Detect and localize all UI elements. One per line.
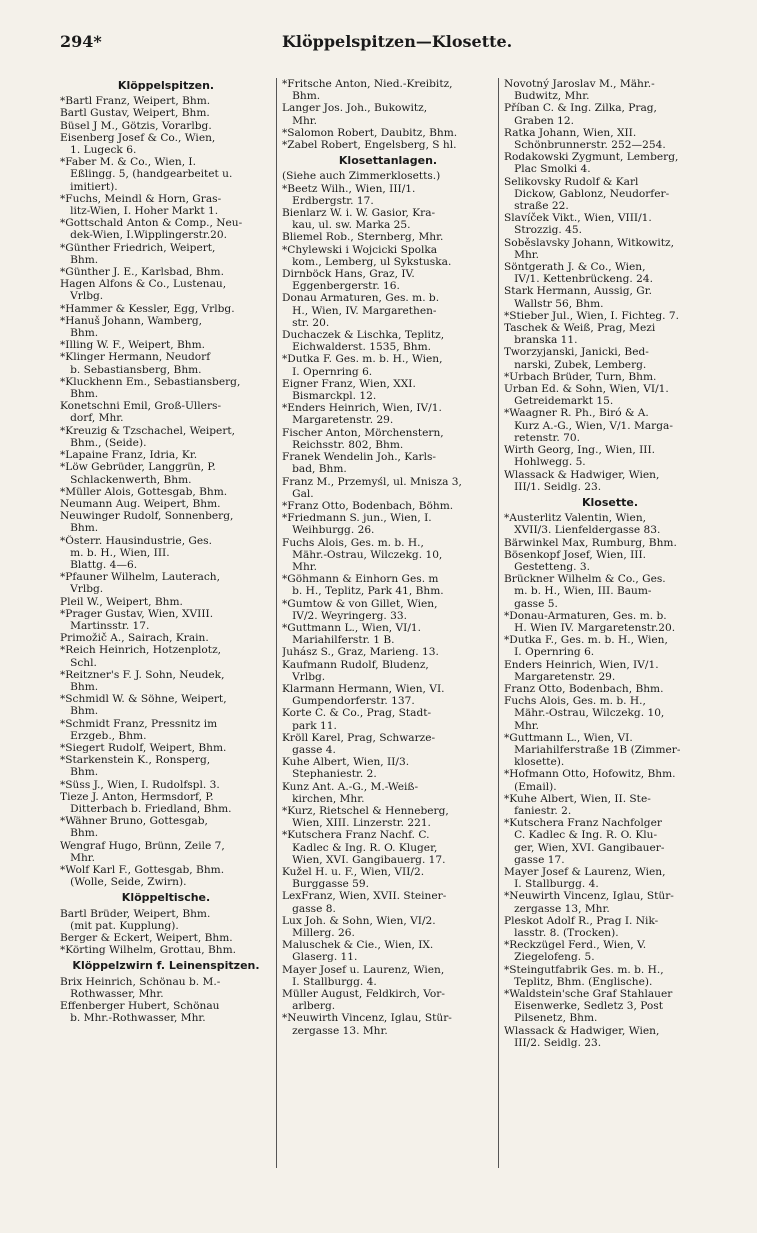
directory-entry-line: bad, Bhm. <box>282 463 347 476</box>
directory-entry-line: Bhm. <box>60 253 99 266</box>
directory-entry-line: Kadlec & Ing. R. O. Kluger, <box>282 841 438 854</box>
directory-entry-line: Martinsstr. 17. <box>60 619 150 632</box>
directory-entry-line: Lux Joh. & Sohn, Wien, VI/2. <box>282 914 436 927</box>
directory-columns <box>60 78 730 1223</box>
directory-entry-line: Bartl Gustav, Weipert, Bhm. <box>60 107 210 120</box>
directory-entry-line: Rodakowski Zygmunt, Lemberg, <box>504 151 679 164</box>
page-title: Klöppelspitzen—Klosette. <box>282 32 513 51</box>
directory-entry-line: Bliemel Rob., Sternberg, Mhr. <box>282 231 444 244</box>
directory-entry-line: Mähr.-Ostrau, Wilczekg. 10, <box>282 548 443 561</box>
directory-entry-line: *Lapaine Franz, Idria, Kr. <box>60 449 198 462</box>
directory-entry-line: *Reckzügel Ferd., Wien, V. <box>504 939 647 952</box>
directory-entry-line: Kužel H. u. F., Wien, VII/2. <box>282 866 425 878</box>
directory-entry-line: *Gumtow & von Gillet, Wien, <box>282 597 438 610</box>
directory-entry-line: Schl. <box>60 656 97 669</box>
directory-entry-line: *Kluckhenn Em., Sebastiansberg, <box>60 375 241 388</box>
directory-entry-line: *Günther Friedrich, Weipert, <box>60 241 216 254</box>
directory-entry-line: *Steingutfabrik Ges. m. b. H., <box>504 963 664 976</box>
directory-entry-line: (mit pat. Kupplung). <box>60 919 179 932</box>
directory-entry-line: kom., Lemberg, ul Sykstuska. <box>282 255 452 268</box>
directory-entry-line: Korte C. & Co., Prag, Stadt- <box>282 707 432 720</box>
directory-entry-line: Kuhe Albert, Wien, II/3. <box>282 756 410 769</box>
directory-entry-line: Bhm. <box>282 90 321 103</box>
directory-entry-line: *Hanuš Johann, Wamberg, <box>60 314 203 327</box>
directory-entry-line: Pleskot Adolf R., Prag I. Nik- <box>504 914 659 927</box>
entry-list <box>504 78 716 493</box>
directory-entry-line: Dirnböck Hans, Graz, IV. <box>282 268 415 281</box>
directory-entry-line: Bösenkopf Josef, Wien, III. <box>504 548 647 561</box>
directory-entry-line: Novotný Jaroslav M., Mähr.- <box>504 78 655 90</box>
directory-entry-line: Enders Heinrich, Wien, IV/1. <box>504 658 659 671</box>
directory-entry-line: Příban C. & Ing. Zilka, Prag, <box>504 102 657 115</box>
directory-entry-line: Tworzyjanski, Janicki, Bed- <box>504 346 649 359</box>
directory-entry-line: *Wolf Karl F., Gottesgab, Bhm. <box>60 864 225 876</box>
directory-entry-line: Vrlbg. <box>282 670 326 683</box>
directory-entry-line: *Urbach Brüder, Turn, Bhm. <box>504 370 657 383</box>
directory-entry-line: Wirth Georg, Ing., Wien, III. <box>504 444 656 457</box>
directory-entry-line: Gestetteng. 3. <box>504 560 591 573</box>
directory-entry-line: Erzgeb., Bhm. <box>60 729 147 742</box>
directory-entry-line: *Hofmann Otto, Hofowitz, Bhm. <box>504 768 676 781</box>
directory-entry-line: Stephaniestr. 2. <box>282 768 377 781</box>
directory-entry-line: Mayer Josef & Laurenz, Wien, <box>504 866 666 878</box>
entry-list <box>60 95 272 888</box>
entry-list <box>282 78 494 151</box>
directory-entry-line: Kröll Karel, Prag, Schwarze- <box>282 731 436 744</box>
directory-entry-line: Schlackenwerth, Bhm. <box>60 473 192 486</box>
directory-entry-line: Vrlbg. <box>60 290 104 303</box>
directory-entry-line: gasse 17. <box>504 853 565 866</box>
directory-entry-line: *Kreuzig & Tzschachel, Weipert, <box>60 424 236 437</box>
directory-entry-line: retenstr. 70. <box>504 431 580 444</box>
directory-entry-line: faniestr. 2. <box>504 804 572 817</box>
directory-entry-line: *Siegert Rudolf, Weipert, Bhm. <box>60 741 227 754</box>
directory-entry-line: Bartl Brüder, Weipert, Bhm. <box>60 907 211 920</box>
directory-entry-line: Schönbrunnerstr. 252—254. <box>504 139 666 152</box>
directory-entry-line: Dickow, Gablonz, Neudorfer- <box>504 187 670 200</box>
directory-entry-line: C. Kadlec & Ing. R. O. Klu- <box>504 829 658 842</box>
directory-entry-line: Ditterbach b. Friedland, Bhm. <box>60 802 232 815</box>
directory-entry-line: *Dutka F., Ges. m. b. H., Wien, <box>504 634 668 647</box>
directory-entry-line: Glaserg. 11. <box>282 951 358 964</box>
directory-entry-line: I. Stallburgg. 4. <box>282 975 377 988</box>
directory-entry-line: Bärwinkel Max, Rumburg, Bhm. <box>504 536 677 549</box>
directory-entry-line: (Siehe auch Zimmerklosetts.) <box>282 170 441 183</box>
directory-entry-line: gasse 8. <box>282 902 336 915</box>
directory-entry-line: Primožič A., Sairach, Krain. <box>60 632 209 645</box>
directory-entry-line: zergasse 13, Mhr. <box>504 902 610 915</box>
directory-entry-line: Bhm., (Seide). <box>60 436 147 449</box>
directory-entry-line: *Faber M. & Co., Wien, I. <box>60 156 196 169</box>
directory-entry-line: Bhm. <box>60 766 99 779</box>
directory-entry-line: Slavíček Vikt., Wien, VIII/1. <box>504 212 652 225</box>
directory-entry-line: Rothwasser, Mhr. <box>60 987 164 1000</box>
directory-entry-line: XVII/3. Lienfeldergasse 83. <box>504 524 661 537</box>
directory-entry-line: *Wähner Bruno, Gottesgab, <box>60 815 208 828</box>
directory-entry-line: *Reich Heinrich, Hotzenplotz, <box>60 644 222 657</box>
directory-entry-line: Mariahilferstraße 1B (Zimmer- <box>504 743 681 756</box>
directory-entry-line: Tieze J. Anton, Hermsdorf, P. <box>60 790 214 803</box>
directory-entry-line: Millerg. 26. <box>282 927 355 940</box>
directory-entry-line: *Hammer & Kessler, Egg, Vrlbg. <box>60 302 235 315</box>
directory-entry-line: Bhm. <box>60 827 99 840</box>
directory-entry-line: Neuwinger Rudolf, Sonnenberg, <box>60 510 234 523</box>
directory-entry-line: Bhm. <box>60 327 99 340</box>
directory-entry-line: Eisenberg Josef & Co., Wien, <box>60 131 216 144</box>
directory-entry-line: *Bartl Franz, Weipert, Bhm. <box>60 95 211 108</box>
directory-entry-line: Juhász S., Graz, Marieng. 13. <box>282 646 439 659</box>
directory-entry-line: *Kutschera Franz Nachf. C. <box>282 829 430 842</box>
directory-entry-line: Pleil W., Weipert, Bhm. <box>60 595 183 608</box>
directory-entry-line: Wlassack & Hadwiger, Wien, <box>504 468 660 481</box>
directory-entry-line: Getreidemarkt 15. <box>504 395 614 408</box>
directory-entry-line: dek-Wien, I.Wipplingerstr.20. <box>60 229 228 242</box>
entry-list <box>60 976 272 1025</box>
directory-entry-line: Selikovsky Rudolf & Karl <box>504 175 639 188</box>
directory-entry-line: *Prager Gustav, Wien, XVIII. <box>60 607 214 620</box>
directory-entry-line: b. H., Teplitz, Park 41, Bhm. <box>282 585 444 598</box>
directory-entry-line: *Guttmann L., Wien, VI. <box>504 731 633 744</box>
directory-entry-line: b. Mhr.-Rothwasser, Mhr. <box>60 1012 206 1025</box>
directory-entry-line: *Süss J., Wien, I. Rudolfspl. 3. <box>60 778 220 791</box>
directory-entry-line: Wallstr 56, Bhm. <box>504 297 604 310</box>
section-heading-kloeppeltische: Klöppeltische. <box>121 891 211 905</box>
column-divider <box>498 78 499 1168</box>
directory-entry-line: I. Opernring 6. <box>282 365 373 378</box>
directory-entry-line: *Körting Wilhelm, Grottau, Bhm. <box>60 944 237 957</box>
directory-entry-line: H. Wien IV. Margaretenstr.20. <box>504 621 676 634</box>
directory-entry-line: Kunz Ant. A.-G., M.-Weiß- <box>282 780 419 793</box>
directory-entry-line: zergasse 13. Mhr. <box>282 1024 388 1037</box>
directory-entry-line: *Starkenstein K., Ronsperg, <box>60 754 211 767</box>
directory-entry-line: *Neuwirth Vincenz, Iglau, Stür- <box>504 890 674 903</box>
directory-entry-line: straße 22. <box>504 200 569 213</box>
section-heading-kloeppelzwirn: Klöppelzwirn f. Leinenspitzen. <box>72 959 260 973</box>
directory-entry-line: Margaretenstr. 29. <box>504 670 616 683</box>
directory-entry-line: Konetschni Emil, Groß-Ullers- <box>60 400 222 413</box>
directory-entry-line: Neumann Aug. Weipert, Bhm. <box>60 497 221 510</box>
column-divider <box>276 78 277 1168</box>
directory-entry-line: *Schmidl W. & Söhne, Weipert, <box>60 693 227 706</box>
directory-entry-line: *Klinger Hermann, Neudorf <box>60 351 211 364</box>
directory-entry-line: *Müller Alois, Gottesgab, Bhm. <box>60 485 228 498</box>
directory-entry-line: *Günther J. E., Karlsbad, Bhm. <box>60 266 224 279</box>
directory-entry-line: Pilsenetz, Bhm. <box>504 1012 598 1025</box>
directory-entry-line: *Guttmann L., Wien, VI/1. <box>282 621 422 634</box>
directory-entry-line: Ratka Johann, Wien, XII. <box>504 126 637 139</box>
directory-entry-line: IV/1. Kettenbrückeng. 24. <box>504 273 653 286</box>
directory-entry-line: Eggenbergerstr. 16. <box>282 280 400 293</box>
directory-entry-line: Urban Ed. & Sohn, Wien, VI/1. <box>504 383 669 396</box>
directory-entry-line: Erdbergstr. 17. <box>282 194 374 207</box>
column-middle <box>282 78 494 1218</box>
directory-entry-line: *Enders Heinrich, Wien, IV/1. <box>282 402 442 415</box>
directory-entry-line: Eisenwerke, Sedletz 3, Post <box>504 1000 663 1013</box>
directory-entry-line: Berger & Eckert, Weipert, Bhm. <box>60 932 233 945</box>
directory-entry-line: Mhr. <box>282 560 318 573</box>
directory-entry-line: Teplitz, Bhm. (Englische). <box>504 975 653 988</box>
directory-entry-line: Vrlbg. <box>60 583 104 596</box>
directory-entry-line: III/2. Seidlg. 23. <box>504 1036 602 1049</box>
directory-entry-line: Mhr. <box>504 719 540 732</box>
directory-entry-line: str. 20. <box>282 316 330 329</box>
directory-entry-line: Franz M., Przemyśl, ul. Mnisza 3, <box>282 475 462 488</box>
directory-entry-line: (Email). <box>504 780 557 793</box>
directory-entry-line: 1. Lugeck 6. <box>60 144 137 157</box>
directory-entry-line: gasse 5. <box>504 597 558 610</box>
directory-entry-line: *Gottschald Anton & Comp., Neu- <box>60 217 243 230</box>
directory-entry-line: b. Sebastiansberg, Bhm. <box>60 363 202 376</box>
directory-entry-line: Langer Jos. Joh., Bukowitz, <box>282 102 428 115</box>
directory-entry-line: *Waldstein'sche Graf Stahlauer <box>504 988 673 1001</box>
directory-entry-line: *Waagner R. Ph., Biró & A. <box>504 407 649 420</box>
directory-entry-line: Budwitz, Mhr. <box>504 90 590 103</box>
directory-entry-line: m. b. H., Wien, III. Baum- <box>504 585 652 598</box>
directory-entry-line: Müller August, Feldkirch, Vor- <box>282 988 445 1001</box>
directory-entry-line: m. b. H., Wien, III. <box>60 546 170 559</box>
directory-entry-line: Mähr.-Ostrau, Wilczekg. 10, <box>504 707 665 720</box>
directory-entry-line: imitiert). <box>60 180 118 193</box>
directory-entry-line: Franz Otto, Bodenbach, Bhm. <box>504 682 664 695</box>
directory-entry-line: *Austerlitz Valentin, Wien, <box>504 512 647 525</box>
directory-entry-line: Mhr. <box>60 851 96 864</box>
section-heading-klosettanlagen: Klosettanlagen. <box>338 154 438 168</box>
directory-entry-line: Mhr. <box>282 114 318 127</box>
directory-entry-line: Ziegelofeng. 5. <box>504 951 595 964</box>
directory-entry-line: Wengraf Hugo, Brünn, Zeile 7, <box>60 839 225 852</box>
directory-entry-line: dorf, Mhr. <box>60 412 124 425</box>
directory-entry-line: arlberg. <box>282 1000 336 1013</box>
directory-entry-line: Bhm. <box>60 388 99 401</box>
directory-entry-line: Wien, XVI. Gangibauerg. 17. <box>282 853 446 866</box>
directory-entry-line: park 11. <box>282 719 337 732</box>
directory-entry-line: H., Wien, IV. Margarethen- <box>282 304 437 317</box>
directory-entry-line: branska 11. <box>504 334 578 347</box>
directory-entry-line: Fischer Anton, Mörchenstern, <box>282 426 444 439</box>
directory-entry-line: *Friedmann S. jun., Wien, I. <box>282 512 432 525</box>
column-left <box>60 78 272 1218</box>
directory-entry-line: Wlassack & Hadwiger, Wien, <box>504 1024 660 1037</box>
directory-entry-line: Burggasse 59. <box>282 878 370 891</box>
directory-entry-line: klosette). <box>504 756 565 769</box>
directory-entry-line: *Neuwirth Vincenz, Iglau, Stür- <box>282 1012 452 1025</box>
directory-entry-line: III/1. Seidlg. 23. <box>504 480 602 493</box>
directory-entry-line: *Österr. Hausindustrie, Ges. <box>60 534 212 547</box>
directory-entry-line: Maluschek & Cie., Wien, IX. <box>282 939 434 952</box>
directory-entry-line: Stark Hermann, Aussig, Gr. <box>504 285 652 298</box>
directory-entry-line: Hagen Alfons & Co., Lustenau, <box>60 278 227 291</box>
directory-entry-line: *Reitzner's F. J. Sohn, Neudek, <box>60 668 225 681</box>
directory-entry-line: *Chylewski i Wojcicki Spolka <box>282 243 438 256</box>
directory-entry-line: Fuchs Alois, Ges. m. b. H., <box>282 536 424 549</box>
directory-entry-line: Fuchs Alois, Ges. m. b. H., <box>504 695 646 708</box>
directory-entry-line: Bismarckpl. 12. <box>282 390 377 403</box>
directory-entry-line: Bhm. <box>60 522 99 535</box>
directory-entry-line: *Fritsche Anton, Nied.-Kreibitz, <box>282 78 453 90</box>
directory-entry-line: litz-Wien, I. Hoher Markt 1. <box>60 205 219 218</box>
entry-list <box>504 512 716 1049</box>
directory-entry-line: Mariahilferstr. 1 B. <box>282 634 395 647</box>
directory-entry-line: kau, ul. sw. Marka 25. <box>282 219 411 232</box>
directory-entry-line: kirchen, Mhr. <box>282 792 365 805</box>
section-heading-kloeppelspitzen: Klöppelspitzen. <box>117 79 215 92</box>
entry-list <box>60 908 272 957</box>
directory-entry-line: Strozzig. 45. <box>504 224 582 237</box>
directory-entry-line: *Fuchs, Meindl & Horn, Gras- <box>60 192 222 205</box>
directory-entry-line: Mhr. <box>504 248 540 261</box>
directory-entry-line: *Donau-Armaturen, Ges. m. b. <box>504 609 667 622</box>
directory-entry-line: Hohlwegg. 5. <box>504 456 586 469</box>
directory-entry-line: Klarmann Hermann, Wien, VI. <box>282 682 445 695</box>
page-header <box>60 30 720 56</box>
directory-entry-line: Blattg. 4—6. <box>60 558 138 571</box>
directory-entry-line: Kurz A.-G., Wien, V/1. Marga- <box>504 419 673 432</box>
directory-entry-line: Eßlingg. 5, (handgearbeitet u. <box>60 168 233 181</box>
directory-entry-line: Plac Smolki 4. <box>504 163 591 176</box>
directory-entry-line: narski, Zubek, Lemberg. <box>504 358 647 371</box>
directory-entry-line: *Löw Gebrüder, Langgrün, P. <box>60 461 216 474</box>
page-number: 294* <box>60 32 102 51</box>
directory-entry-line: *Kutschera Franz Nachfolger <box>504 817 662 830</box>
directory-entry-line: *Franz Otto, Bodenbach, Böhm. <box>282 499 454 512</box>
directory-entry-line: Franek Wendelin Joh., Karls- <box>282 451 436 464</box>
directory-entry-line: Söntgerath J. & Co., Wien, <box>504 261 646 274</box>
directory-entry-line: Büsel J M., Götzis, Vorarlbg. <box>60 119 212 132</box>
directory-entry-line: Weihburgg. 26. <box>282 524 375 537</box>
directory-entry-line: *Illing W. F., Weipert, Bhm. <box>60 339 205 352</box>
directory-entry-line: Donau Armaturen, Ges. m. b. <box>282 292 440 305</box>
directory-entry-line: I. Stallburgg. 4. <box>504 878 599 891</box>
directory-entry-line: ger, Wien, XVI. Gangibauer- <box>504 841 665 854</box>
column-right <box>504 78 716 1218</box>
directory-entry-line: *Kuhe Albert, Wien, II. Ste- <box>504 792 651 805</box>
directory-entry-line: *Kurz, Rietschel & Henneberg, <box>282 804 449 817</box>
directory-entry-line: lasstr. 8. (Trocken). <box>504 927 619 940</box>
directory-entry-line: *Beetz Wilh., Wien, III/1. <box>282 182 416 195</box>
directory-entry-line: Effenberger Hubert, Schönau <box>60 1000 220 1013</box>
directory-entry-line: Bienlarz W. i. W. Gasior, Kra- <box>282 207 436 220</box>
directory-entry-line: Duchaczek & Lischka, Teplitz, <box>282 329 445 342</box>
directory-entry-line: LexFranz, Wien, XVII. Steiner- <box>282 890 447 903</box>
directory-entry-line: Eigner Franz, Wien, XXI. <box>282 377 416 390</box>
directory-entry-line: Bhm. <box>60 705 99 718</box>
directory-entry-line: Kaufmann Rudolf, Bludenz, <box>282 658 429 671</box>
section-heading-klosette: Klosette. <box>581 495 638 509</box>
directory-entry-line: *Schmidt Franz, Pressnitz im <box>60 717 218 730</box>
directory-entry-line: *Dutka F. Ges. m. b. H., Wien, <box>282 353 443 366</box>
directory-entry-line: *Göhmann & Einhorn Ges. m <box>282 573 439 586</box>
directory-entry-line: gasse 4. <box>282 743 336 756</box>
directory-entry-line: Margaretenstr. 29. <box>282 414 394 427</box>
entry-list <box>282 170 494 1036</box>
directory-entry-line: Brix Heinrich, Schönau b. M.- <box>60 975 221 988</box>
directory-entry-line: I. Opernring 6. <box>504 646 595 659</box>
directory-entry-line: Taschek & Weiß, Prag, Mezi <box>504 322 656 335</box>
directory-entry-line: Eichwalderst. 1535, Bhm. <box>282 341 432 354</box>
directory-entry-line: Gal. <box>282 487 314 500</box>
directory-entry-line: Bhm. <box>60 680 99 693</box>
directory-entry-line: Gumpendorferstr. 137. <box>282 695 415 708</box>
directory-entry-line: Mayer Josef u. Laurenz, Wien, <box>282 963 445 976</box>
directory-entry-line: *Pfauner Wilhelm, Lauterach, <box>60 571 220 584</box>
directory-entry-line: Reichsstr. 802, Bhm. <box>282 438 404 451</box>
directory-entry-line: Graben 12. <box>504 114 575 127</box>
directory-entry-line: IV/2. Weyringerg. 33. <box>282 609 408 622</box>
directory-entry-line: *Stieber Jul., Wien, I. Fichteg. 7. <box>504 309 679 322</box>
directory-entry-line: Brückner Wilhelm & Co., Ges. <box>504 573 666 586</box>
directory-entry-line: *Salomon Robert, Daubitz, Bhm. <box>282 126 458 139</box>
directory-entry-line: Soběslavsky Johann, Witkowitz, <box>504 236 674 249</box>
directory-entry-line: Wien, XIII. Linzerstr. 221. <box>282 817 431 830</box>
directory-entry-line: *Zabel Robert, Engelsberg, S hl. <box>282 139 457 152</box>
directory-entry-line: (Wolle, Seide, Zwirn). <box>60 876 187 889</box>
